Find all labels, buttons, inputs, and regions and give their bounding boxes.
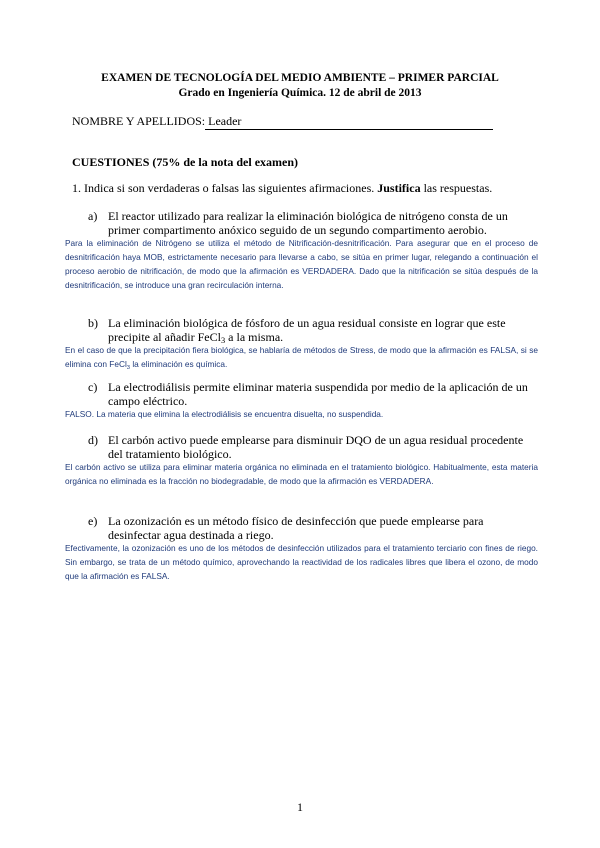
item-letter: b) [88, 316, 98, 330]
section-heading: CUESTIONES (75% de la nota del examen) [72, 155, 299, 169]
item-c-statement [88, 380, 528, 408]
question-number: 1. [72, 181, 81, 195]
item-statement-text: La electrodiálisis permite eliminar materia suspendida por medio de la aplicación de un campo eléctrico. [108, 380, 528, 408]
student-name-row [72, 114, 493, 130]
answer-part: En el caso de que la precipitación fiera biológica, se hablaría de métodos de Stress, de modo que la afirmación es FALSA, si se elimina con FeCl [65, 345, 538, 369]
exam-title: EXAMEN DE TECNOLOGÍA DEL MEDIO AMBIENTE – PRIMER PARCIAL [101, 72, 499, 84]
student-name-label: NOMBRE Y APELLIDOS: [72, 114, 206, 128]
statement-subscript: 3 [220, 336, 226, 345]
question-prompt-bold: Justifica [377, 181, 421, 195]
item-letter: e) [88, 514, 98, 528]
item-d-answer: El carbón activo se utiliza para eliminar materia orgánica no eliminada en el tratamiento biológico. Habitualmente, esta materia orgánica no eliminada es la fracción no biodegradable, de modo que la afirmación es VERDADERA. [65, 462, 538, 486]
item-letter: a) [88, 209, 98, 223]
item-letter: c) [88, 380, 98, 394]
item-letter: d) [88, 433, 98, 447]
statement-part: La eliminación biológica de fósforo de un agua residual consiste en lograr que este precipite al añadir FeCl [108, 316, 506, 344]
exam-subtitle: Grado en Ingeniería Química. 12 de abril de 2013 [178, 87, 422, 99]
answer-subscript: 3 [126, 365, 131, 371]
item-statement-text: El reactor utilizado para realizar la eliminación biológica de nitrógeno consta de un primer compartimento anóxico seguido de un segundo compartimento aerobio. [108, 209, 508, 237]
item-b-statement [88, 316, 528, 344]
question-1-prompt [72, 181, 492, 196]
item-e-statement [88, 514, 528, 542]
item-b-answer [65, 343, 538, 371]
question-prompt-start: Indica si son verdaderas o falsas las siguientes afirmaciones. [84, 181, 375, 195]
student-name-field[interactable]: Leader [205, 114, 493, 130]
statement-part: a la misma. [225, 330, 284, 344]
item-statement-text: El carbón activo puede emplearse para disminuir DQO de un agua residual procedente del tratamiento biológico. [108, 433, 524, 461]
item-a-statement [88, 209, 528, 237]
item-a-answer: Para la eliminación de Nitrógeno se utiliza el método de Nitrificación-desnitrificación. Para asegurar que en el proceso de desnitrificación haya MOB, estrictamente necesario para llevarse a cabo, se sitúa en primer lugar, relegando a continuación el proceso aerobio de nitrificación, de modo que la afirmación es VERDADERA. Dado que la nitrificación se sitúa después de la desnitrificación, se introduce una gran recirculación interna. [65, 238, 538, 290]
question-prompt-end: las respuestas. [423, 181, 493, 195]
page-number: 1 [297, 800, 303, 814]
item-c-answer: FALSO. La materia que elimina la electrodiálisis se encuentra disuelta, no suspendida. [65, 409, 384, 419]
item-statement-text [108, 316, 528, 344]
item-e-answer: Efectivamente, la ozonización es uno de los métodos de desinfección utilizados para el tratamiento terciario con fines de riego. Sin embargo, se trata de un método químico, aprovechando la reactividad de los radicales libres que libera el ozono, de modo que la afirmación es FALSA. [65, 543, 538, 581]
answer-part: la eliminación es química. [130, 359, 228, 369]
item-d-statement [88, 433, 528, 461]
item-statement-text: La ozonización es un método físico de desinfección que puede emplearse para desinfectar agua destinada a riego. [108, 514, 484, 542]
